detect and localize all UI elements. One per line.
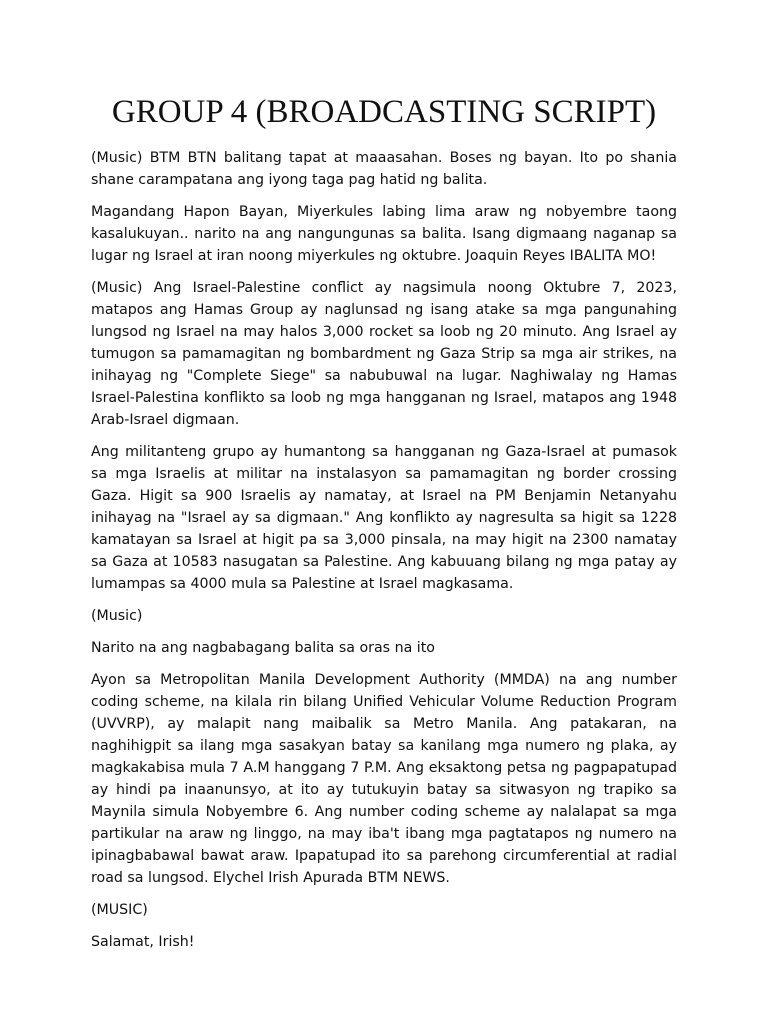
paragraph-number-coding: Ayon sa Metropolitan Manila Development Authority (MMDA) na ang number coding scheme, na kilala rin bilang Unified Vehicular Volume Reduction Program (UVVRP), ay malapit nang maibalik sa Metro Manila. Ang patakaran, na naghihigpit sa ilang mga sasakyan batay sa kanilang mga numero ng plaka, ay magkakabisa mula 7 A.M hanggang 7 P.M. Ang eksaktong petsa ng pagpapatupad ay hindi pa inaanunsyo, at ito ay tutukuyin batay sa sitwasyon ng trapiko sa Maynila simula Nobyembre 6. Ang number coding scheme ay nalalapat sa mga partikular na araw ng linggo, na may iba't ibang mga pagtatapos ng numero na ipinagbabawal bawat araw. Ipapatupad ito sa parehong circumferential at radial road sa lungsod. Elychel Irish Apurada BTM NEWS. (91, 672, 677, 886)
paragraph-intro: (Music) BTM BTN balitang tapat at maaasahan. Boses ng bayan. Ito po shania shane carampatana ang iyong taga pag hatid ng balita. (91, 150, 677, 188)
paragraph-greeting: Magandang Hapon Bayan, Miyerkules labing lima araw ng nobyembre taong kasalukuyan.. narito na ang nangungunas sa balita. Isang digmaang naganap sa lugar ng Israel at iran noong miyerkules ng oktubre. Joaquin Reyes IBALITA MO! (91, 204, 677, 264)
paragraph-music-cue-2: (MUSIC) (91, 902, 148, 918)
paragraph-music-cue: (Music) (91, 608, 143, 624)
paragraph-conflict-origin: (Music) Ang Israel-Palestine conflict ay nagsimula noong Oktubre 7, 2023, matapos ang Hamas Group ay naglunsad ng isang atake sa mga pangunahing lungsod ng Israel na may halos 3,000 rocket sa loob ng 20 minuto. Ang Israel ay tumugon sa pamamagitan ng bombardment ng Gaza Strip sa mga air strikes, na inihayag ng "Complete Siege" sa nabubuwal na lugar. Naghiwalay ng Hamas Israel-Palestina konflikto sa loob ng mga hangganan ng Israel, matapos ang 1948 Arab-Israel digmaan. (91, 280, 677, 428)
document-body (91, 147, 677, 963)
paragraph-breaking-news: Narito na ang nagbabagang balita sa oras na ito (91, 640, 435, 656)
document-title: GROUP 4 (BROADCASTING SCRIPT) (111, 94, 657, 130)
paragraph-conflict-casualties: Ang militanteng grupo ay humantong sa hangganan ng Gaza-Israel at pumasok sa mga Israelis at militar na instalasyon sa pamamagitan ng border crossing Gaza. Higit sa 900 Israelis ay namatay, at Israel na PM Benjamin Netanyahu inihayag na "Israel ay sa digmaan." Ang konflikto ay nagresulta sa higit sa 1228 kamatayan sa Israel at higit pa sa 3,000 pinsala, na may higit na 2300 namatay sa Gaza at 10583 nasugatan sa Palestine. Ang kabuuang bilang ng mga patay ay lumampas sa 4000 mula sa Palestine at Israel magkasama. (91, 444, 677, 592)
paragraph-closing: Salamat, Irish! (91, 934, 195, 950)
